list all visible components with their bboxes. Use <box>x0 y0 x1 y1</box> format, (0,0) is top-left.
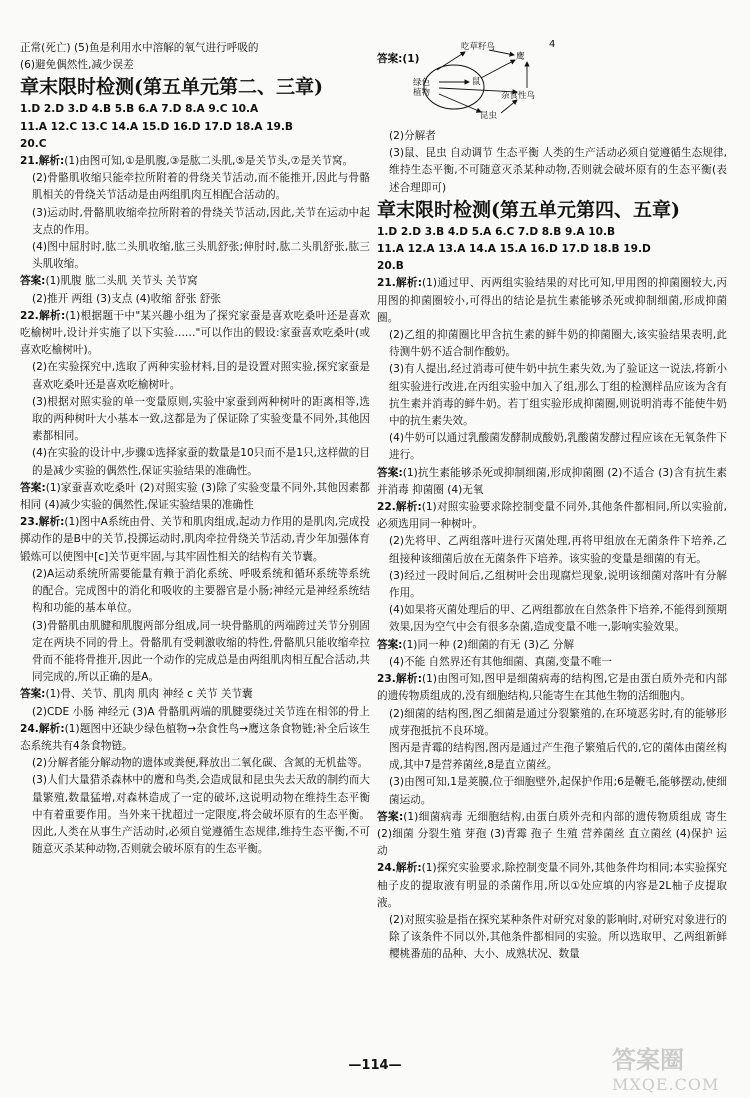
explanation-paragraph: (2)A运动系统所需要能量有赖于消化系统、呼吸系统和循环系统等系统的配合。完成图中的消化和吸收的主要器官是小肠;神经元是神经系统结构和功能的基本单位。 <box>32 567 370 615</box>
watermark-text: 答案圈 <box>612 1045 684 1074</box>
left-column <box>20 40 370 858</box>
watermark-url: MXQE.COM <box>612 1075 720 1094</box>
lead-label: 22.解析: <box>20 309 66 322</box>
explanation-paragraph: (2)分解者能分解动物的遗体或粪便,释放出二氧化碳、含氮的无机盐等。 <box>32 757 369 770</box>
lead-label: 23.解析: <box>20 516 65 529</box>
answer-row: 1.D 2.D 3.D 4.B 5.B 6.A 7.D 8.A 9.C 10.A <box>20 103 259 116</box>
lead-label: 答案: <box>377 810 404 823</box>
explanation-paragraph: 22.解析:(1)对照实验要求除控制变量不同外,其他条件都相同,所以实验前,必须选用同一种树叶。 <box>377 501 727 531</box>
explanation-paragraph: (3)人们大量猎杀森林中的鹰和鸟类,会造成鼠和昆虫失去天敌的制约而大量繁殖,数量猛增,对森林造成了一定的破坏,这说明动物在维持生态平衡中有着重要作用。当外来干扰超过一定限度,将会破坏原有的生态平衡。因此,人类在从事生产活动时,必须自觉遵循生态规律,维持生态平衡,不可随意灭杀某种动物,否则就会破坏原有的生态平衡。 <box>32 774 370 856</box>
explanation-paragraph: (2)先将甲、乙两组落叶进行灭菌处理,再将甲组放在无菌条件下培养,乙组接种该细菌后放在无菌条件下培养。该实验的变量是细菌的有无。 <box>389 535 727 565</box>
left-section-heading: 章末限时检测(第五单元第二、三章) <box>20 76 323 99</box>
explanation-paragraph: 21.解析:(1)由图可知,①是肌腹,③是肱二头肌,⑤是关节头,⑦是关节窝。 <box>20 155 354 168</box>
explanation-paragraph: (3)运动时,骨骼肌收缩牵拉所附着的骨绕关节活动,因此,关节在运动中起支点的作用。 <box>32 206 370 236</box>
lead-label: 答案: <box>377 638 403 651</box>
answer-row: 11.A 12.C 13.C 14.A 15.D 16.D 17.D 18.A 19.B <box>20 120 294 133</box>
node-eagle: 鹰 <box>516 52 525 62</box>
lead-label: 24.解析: <box>20 722 65 735</box>
intro-line: (6)避免偶然性,减少误差 <box>20 59 134 72</box>
explanation-paragraph: 24.解析:(1)题图中还缺少绿色植物→杂食性鸟→鹰这条食物链;补全后该生态系统共有4条食物链。 <box>20 722 370 752</box>
node-mouse: 鼠 <box>472 77 481 87</box>
explanation-paragraph: (4)如果将灭菌处理后的甲、乙两组都放在自然条件下培养,不能得到预期效果,因为空气中会有很多杂菌,造成变量不唯一,影响实验效果。 <box>389 604 727 634</box>
explanation-paragraph: (2)在实验探究中,选取了两种实验材料,目的是设置对照实验,探究家蚕是喜欢吃桑叶还是喜欢吃榆树叶。 <box>32 361 370 391</box>
node-green-plants: 绿色植物 <box>413 78 431 98</box>
explanation-paragraph: 22.解析:(1)根据题干中"某兴趣小组为了探究家蚕是喜欢吃桑叶还是喜欢吃榆树叶,设计并实施了以下实验……"可以作出的假设:家蚕喜欢吃桑叶(或喜欢吃榆树叶)。 <box>20 309 370 357</box>
explanation-paragraph: (4)不能 自然界还有其他细菌、真菌,变量不唯一 <box>389 655 613 668</box>
explanation-paragraph: 答案:(1)骨、关节、肌肉 肌肉 神经 c 关节 关节囊 <box>20 688 253 701</box>
food-web-answers <box>377 128 727 197</box>
intro-lines <box>20 40 370 74</box>
explanation-paragraph: 答案:(1)家蚕喜欢吃桑叶 (2)对照实验 (3)除了实验变量不同外,其他因素都相同 (4)减少实验的偶然性,保证实验结果的准确性 <box>20 481 370 512</box>
node-omnivorous-bird: 杂食性鸟 <box>501 91 536 101</box>
page-number: —114— <box>348 1058 402 1073</box>
explanation-paragraph: 答案:(1)同一种 (2)细菌的有无 (3)乙 分解 <box>377 638 575 651</box>
explanation-paragraph: 答案:(1)细菌病毒 无细胞结构,由蛋白质外壳和内部的遗传物质组成 寄生 (2)细菌 分裂生殖 芽孢 (3)青霉 孢子 生殖 营养菌丝 直立菌丝 (4)保护 运动 <box>377 810 727 858</box>
lead-label: 答案: <box>20 688 46 701</box>
explanation-paragraph: (2)CDE 小肠 神经元 (3)A 骨骼肌两端的肌腱要绕过关节连在相邻的骨上 <box>32 705 370 718</box>
explanation-paragraph: (2)推开 两组 (3)支点 (4)收缩 舒张 舒张 <box>32 292 221 305</box>
explanation-paragraph: (3)鼠、昆虫 自动调节 生态平衡 人类的生产活动必须自觉遵循生态规律,维持生态平衡,不可随意灭杀某种动物,否则就会破坏原有的生态平衡(表述合理即可) <box>389 147 727 194</box>
node-seed-bird: 吃草籽鸟 <box>461 42 496 52</box>
explanation-paragraph: 23.解析:(1)图中A系统由骨、关节和肌肉组成,起动力作用的是肌肉,完成投掷动作的是B中的关节,投掷运动时,肌肉牵拉骨绕关节活动,青少年加强体育锻炼可以使图中[c]关节更牢固,与其牢固性相关的结构有关节囊。 <box>20 516 370 563</box>
right-explanations <box>377 275 727 963</box>
lead-label: 答案: <box>20 481 46 494</box>
lead-label: 24.解析: <box>377 862 422 875</box>
explanation-paragraph: (4)牛奶可以通过乳酸菌发酵制成酸奶,乳酸菌发酵过程应该在无氧条件下进行。 <box>389 432 727 462</box>
explanation-paragraph: 答案:(1)肌腹 肱二头肌 关节头 关节窝 <box>20 275 198 288</box>
right-column <box>377 40 727 964</box>
explanation-paragraph: 答案:(1)抗生素能够杀死或抑制细菌,形成抑菌圈 (2)不适合 (3)含有抗生素并消毒 抑菌圈 (4)无氧 <box>377 466 727 496</box>
food-chain-count: 4 <box>549 39 556 50</box>
right-section-heading: 章末限时检测(第五单元第四、五章) <box>377 198 680 221</box>
answer-row: 20.B <box>377 260 404 273</box>
explanation-paragraph: (2)乙组的抑菌圈比甲含抗生素的鲜牛奶的抑菌圈大,该实验结果表明,此待测牛奶不适合制作酸奶。 <box>389 329 727 359</box>
explanation-paragraph: (4)图中屈肘时,肱二头肌收缩,肱三头肌舒张;伸肘时,肱二头肌舒张,肱三头肌收缩。 <box>32 241 370 271</box>
lead-label: 21.解析: <box>20 155 65 168</box>
explanation-paragraph: (3)由图可知,1是荚膜,位于细胞壁外,起保护作用;6是鞭毛,能够摆动,使细菌运动。 <box>389 776 727 806</box>
explanation-paragraph: (3)经过一段时间后,乙组树叶会出现腐烂现象,说明该细菌对落叶有分解作用。 <box>389 569 727 600</box>
right-answer-key <box>377 224 727 276</box>
answer-row: 20.C <box>20 137 47 150</box>
explanation-paragraph: 21.解析:(1)通过甲、丙两组实验结果的对比可知,甲用图的抑菌圈较大,丙用图的抑菌圈较小,可得出的结论是抗生素能够杀死或抑制细菌,形成抑菌圈。 <box>377 277 727 324</box>
watermark-logo <box>612 1040 747 1095</box>
explanation-paragraph: 图丙是青霉的结构图,图丙是通过产生孢子繁殖后代的,它的菌体由菌丝构成,其中7是营养菌丝,8是直立菌丝。 <box>389 741 727 772</box>
explanation-paragraph: (3)有人提出,经过消毒可使牛奶中抗生素失效,为了验证这一说法,将新小组实验进行改进,在丙组实验中加入了组,那么丁组的检测样品应该为含有抗生素并消毒的鲜牛奶。若丁组实验形成抑菌圈,则说明消毒不能使牛奶中的抗生素失效。 <box>389 363 727 428</box>
lead-label: 22.解析: <box>377 501 422 514</box>
lead-label: 答案: <box>20 275 46 288</box>
explanation-paragraph: (2)细菌的结构图,图乙细菌是通过分裂繁殖的,在环境恶劣时,有的能够形成芽孢抵抗不良环境。 <box>389 707 727 737</box>
node-insect: 昆虫 <box>480 111 498 121</box>
explanation-paragraph: 24.解析:(1)探究实验要求,除控制变量不同外,其他条件均相同;本实验探究柚子皮的提取液有明显的杀菌作用,所以①处应填的内容是2L柚子皮提取液。 <box>377 862 727 909</box>
explanation-paragraph: (2)分解者 <box>389 130 436 142</box>
food-web-diagram <box>377 40 727 126</box>
lead-label: 21.解析: <box>377 277 423 290</box>
explanation-paragraph: (2)对照实验是指在探究某种条件对研究对象的影响时,对研究对象进行的除了该条件不同以外,其他条件都相同的实验。所以选取甲、乙两组新鲜樱桃番茄的品种、大小、成熟状况、数量 <box>389 913 727 961</box>
explanation-paragraph: (2)骨骼肌收缩只能牵拉所附着的骨绕关节活动,而不能推开,因此与骨骼肌相关的骨绕关节活动是由两组肌肉互相配合活动的。 <box>32 172 370 202</box>
explanation-paragraph: (4)在实验的设计中,步骤①选择家蚕的数量是10只而不是1只,这样做的目的是减少实验的偶然性,保证实验结果的准确性。 <box>32 447 370 477</box>
explanation-paragraph: (3)骨骼肌由肌腱和肌腹两部分组成,同一块骨骼肌的两端跨过关节分别固定在两块不同的骨上。骨骼肌有受刺激收缩的特性,骨骼肌只能收缩牵拉骨而不能将骨推开,因此一个动作的完成总是由两组肌肉相互配合活动,共同完成的,所以正确的是A。 <box>32 619 370 684</box>
answer-row: 1.D 2.D 3.B 4.D 5.A 6.C 7.D 8.B 9.A 10.B <box>377 225 616 238</box>
intro-line: 正常(死亡) (5)鱼是利用水中溶解的氧气进行呼吸的 <box>20 42 259 54</box>
lead-label: 答案: <box>377 466 403 479</box>
left-explanations <box>20 153 370 858</box>
food-web-answer-label: 答案:(1) <box>377 53 420 65</box>
explanation-paragraph: (3)根据对照实验的单一变量原则,实验中家蚕到两种树叶的距离相等,选取的两种树叶大小基本一致,这都是为了保证除了实验变量不同外,其他因素都相同。 <box>32 395 370 443</box>
answer-row: 11.A 12.A 13.A 14.A 15.A 16.D 17.D 18.B 19.D <box>377 243 651 256</box>
lead-label: 23.解析: <box>377 673 423 686</box>
explanation-paragraph: 23.解析:(1)由图可知,图甲是细菌病毒的结构图,它是由蛋白质外壳和内部的遗传物质组成的,没有细胞结构,只能寄生在其他生物的活细胞内。 <box>377 673 727 703</box>
left-answer-key <box>20 101 370 153</box>
